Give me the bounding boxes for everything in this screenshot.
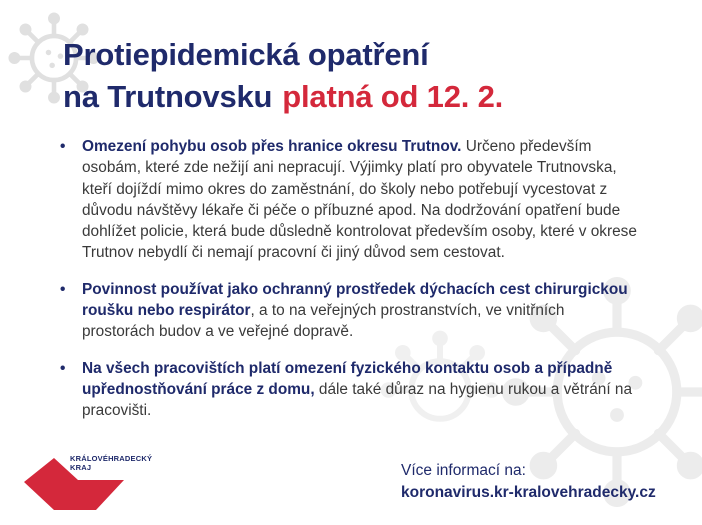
more-info <box>401 460 656 504</box>
measure-2-heading: Povinnost používat jako ochranný prostředek dýchacích cest chirurgickou roušku nebo respirátor <box>82 280 628 320</box>
measure-1-heading: Omezení pohybu osob přes hranice okresu Trutnov. <box>82 138 462 155</box>
measure-item-border-restriction <box>60 136 640 264</box>
measure-3-text: dále také důraz na hygienu rukou a větrání na pracovišti. <box>82 380 633 420</box>
bullet-dot: • <box>60 280 66 298</box>
title-line-2 <box>63 76 503 118</box>
title-line-2-main: na Trutnovsku <box>63 79 273 114</box>
title-line-1: Protiepidemická opatření <box>63 37 429 72</box>
measure-item-respirator <box>60 279 640 343</box>
page-title <box>63 34 503 118</box>
more-info-url[interactable]: koronavirus.kr-kralovehradecky.cz <box>401 484 656 501</box>
measure-3-heading: Na všech pracovištích platí omezení fyzického kontaktu osob a případně upřednostňování práce z domu, <box>82 359 613 398</box>
bullet-dot: • <box>60 359 66 377</box>
bullet-dot: • <box>60 138 66 155</box>
measure-1-text: Určeno především osobám, které zde nežijí ani nepracují. Výjimky platí pro obyvatele Trutnovska, kteří dojíždí mimo okres do zaměstnání, do školy nebo potřebují vycestovat z důvodu návštěvy lékaře či péče o příbuzné apod. Na dodržování opatření bude dohlížet policie, která bude důsledně kontrolovat především osoby, které v okrese Trutnov nebydlí či nemají pracovní či jiný důvod sem cestovat. <box>82 138 637 262</box>
title-date-accent: platná od 12. 2. <box>282 79 504 114</box>
measure-item-workplace <box>60 358 640 422</box>
logo-text-line-2: KRAJ <box>70 463 92 472</box>
logo-text-line-1: KRÁLOVÉHRADECKÝ <box>70 454 153 463</box>
region-logo-text <box>70 454 152 472</box>
measures-list <box>60 136 640 437</box>
more-info-label: Více informací na: <box>401 462 526 479</box>
measure-2-text: , a to na veřejných prostranstvích, ve vnitřních prostorách budov a ve veřejné dopravě. <box>82 302 565 341</box>
